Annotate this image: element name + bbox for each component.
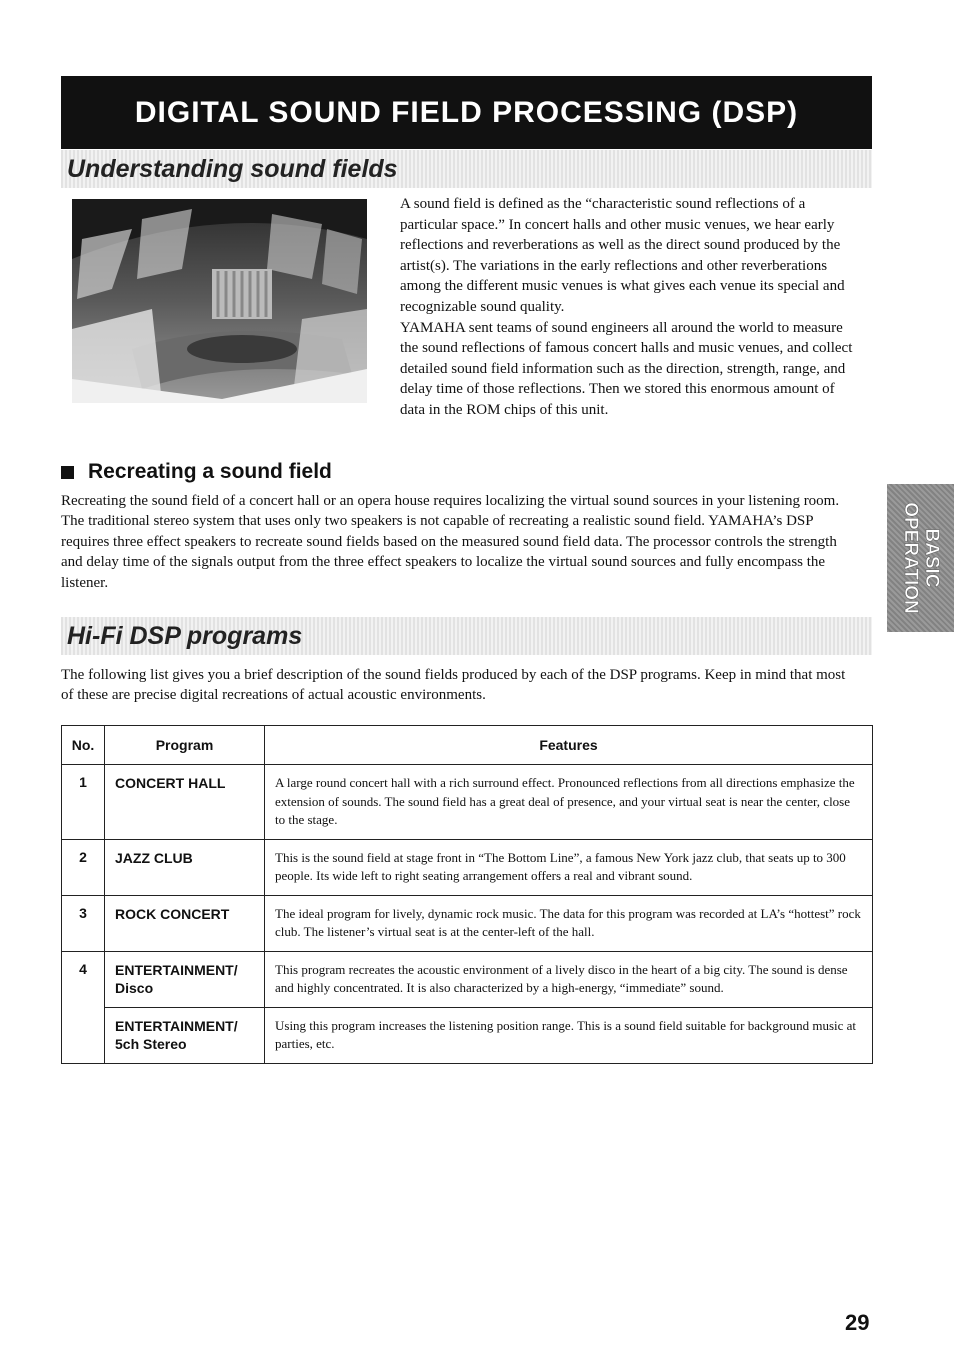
section-heading-understanding: Understanding sound fields — [61, 150, 872, 188]
program-features: This program recreates the acoustic environment of a lively disco in the heart of a big city. The sound is dense and highly concentrated. It is also characterized by a high-energy, “immediate” sound. — [265, 951, 873, 1007]
bullet-square-icon — [61, 466, 74, 479]
program-name: ROCK CONCERT — [105, 895, 265, 951]
program-name — [105, 951, 265, 1007]
row-number: 3 — [62, 895, 105, 951]
recreating-paragraph: Recreating the sound field of a concert hall or an opera house requires localizing the virtual sound sources in your listening room. The traditional stereo system that uses only two speakers is not capable of recreating a realistic sound field. YAMAHA’s DSP requires three effect speakers to recreate sound fields based on the measured sound field data. The processor controls the strength and delay time of the signals output from the three effect speakers to localize the virtual sound sources and fully encompass the listener. — [61, 493, 840, 591]
tab-label-line1: BASIC — [920, 528, 942, 588]
table-row — [62, 839, 873, 895]
dsp-program-table — [61, 725, 873, 1064]
header-program: Program — [105, 726, 265, 765]
page-title: DIGITAL SOUND FIELD PROCESSING (DSP) — [61, 76, 872, 149]
program-name — [105, 1007, 265, 1063]
row-number: 4 — [62, 951, 105, 1063]
hifi-intro-paragraph: The following list gives you a brief description of the sound fields produced by each of the DSP programs. Keep in mind that most of these are precise digital recreations of actual acoustic environments. — [61, 667, 846, 704]
intro-paragraph-1: A sound field is defined as the “characteristic sound reflections of a particular space.” In concert halls and other music venues, we hear early reflections and reverberations as well as the direct sound produced by the artist(s). The variations in the early reflections and other reverberations among the different music venues is what gives each venue its special and recognizable sound quality. — [400, 196, 845, 315]
program-name-line2: 5ch Stereo — [115, 1035, 187, 1052]
row-number: 1 — [62, 765, 105, 840]
table-row — [62, 765, 873, 840]
header-features: Features — [265, 726, 873, 765]
program-features: The ideal program for lively, dynamic rock music. The data for this program was recorded at LA’s “hottest” rock club. The listener’s virtual seat is at the center-left of the hall. — [265, 895, 873, 951]
program-name-line2: Disco — [115, 979, 154, 996]
program-features: A large round concert hall with a rich surround effect. Pronounced reflections from all directions emphasize the extension of sounds. The sound field has a great deal of presence, and your virtual seat is near the center, close to the stage. — [265, 765, 873, 840]
intro-paragraph-2: YAMAHA sent teams of sound engineers all around the world to measure the sound reflections of famous concert halls and music venues, and collect detailed sound field information such as the direction, strength, range, and delay time of those reflections. Then we stored this enormous amount of data in the ROM chips of this unit. — [400, 319, 853, 418]
row-number: 2 — [62, 839, 105, 895]
program-name-line1: ENTERTAINMENT/ — [115, 961, 238, 978]
table-header-row — [62, 726, 873, 765]
page-number: 29 — [845, 1310, 870, 1335]
program-features: This is the sound field at stage front in “The Bottom Line”, a famous New York jazz club, that seats up to 300 people. Its wide left to right seating arrangement offers a real and vibrant sound. — [265, 839, 873, 895]
program-name: CONCERT HALL — [105, 765, 265, 840]
program-name-line1: ENTERTAINMENT/ — [115, 1017, 238, 1034]
intro-text — [400, 194, 862, 421]
concert-hall-photo — [72, 199, 367, 403]
tab-label-line2: OPERATION — [899, 502, 921, 614]
subsection-title: Recreating a sound field — [88, 460, 332, 483]
header-no: No. — [62, 726, 105, 765]
program-features: Using this program increases the listening position range. This is a sound field suitable for background music at parties, etc. — [265, 1007, 873, 1063]
section-heading-hifi: Hi-Fi DSP programs — [61, 617, 872, 655]
table-row — [62, 951, 873, 1007]
program-name: JAZZ CLUB — [105, 839, 265, 895]
subsection-heading — [61, 460, 332, 484]
table-row — [62, 895, 873, 951]
basic-operation-tab — [887, 484, 954, 632]
table-row — [62, 1007, 873, 1063]
